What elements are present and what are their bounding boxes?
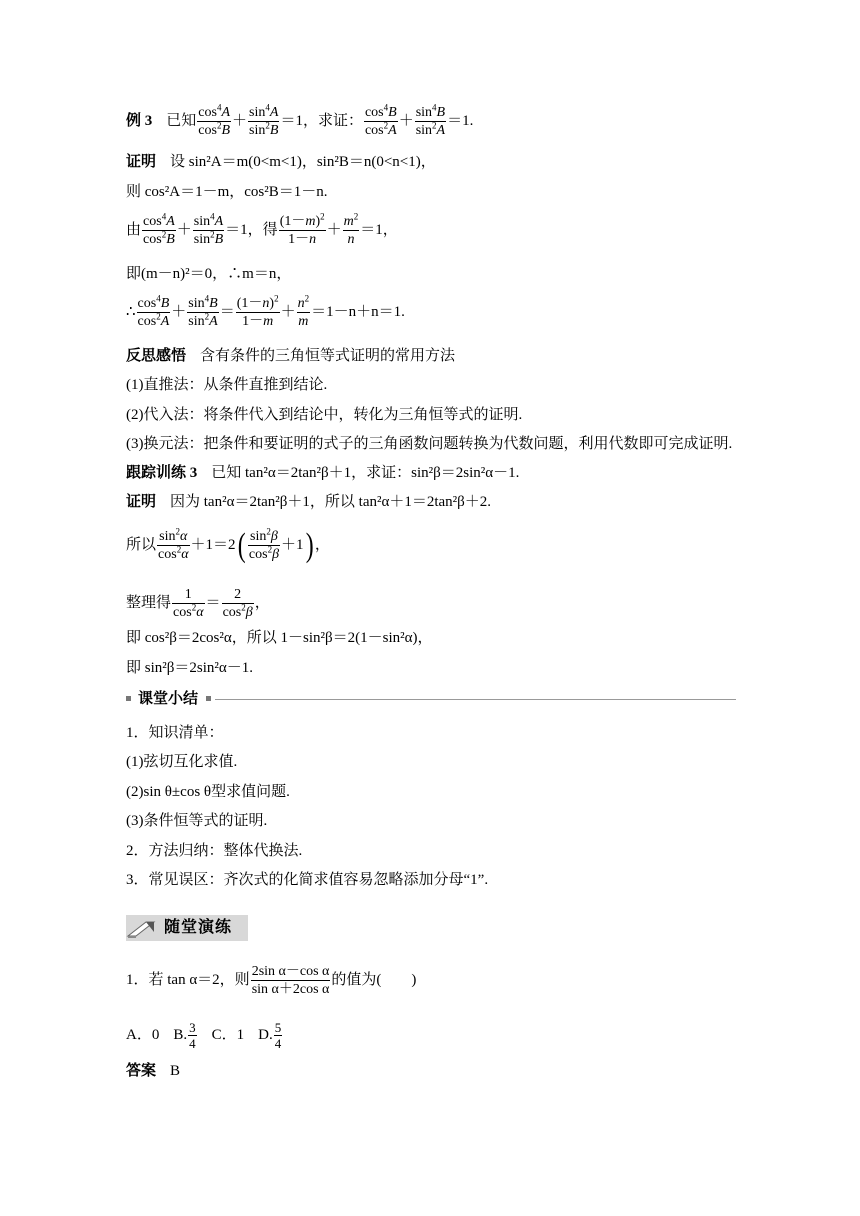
fraction: $\frac{\cos^4A}{\cos^2B}$ bbox=[143, 211, 175, 247]
proof-2-label: 证明 bbox=[126, 494, 157, 510]
proof-1-line-4: 即(m－n)²＝0，∴m＝n， bbox=[126, 266, 292, 282]
fraction: $\frac{1}{\cos^2\alpha}$ bbox=[173, 587, 204, 620]
practice-title: 随堂演练 bbox=[164, 919, 233, 936]
proof-2-line-2-prefix: 所以 bbox=[126, 536, 157, 553]
fraction: $\frac{(1-n)^2}{1-m}$ bbox=[236, 293, 279, 329]
summary-line: 3．常见误区：齐次式的化简求值容易忽略添加分母“1”. bbox=[126, 872, 489, 888]
option-d-label: D. bbox=[258, 1026, 273, 1043]
reflection-text: 含有条件的三角恒等式证明的常用方法 bbox=[200, 348, 456, 364]
left-paren: ( bbox=[237, 526, 246, 564]
proof-2-line-1 bbox=[126, 492, 800, 512]
proof-2-text: 因为 tan²α＝2tan²β＋1，所以 tan²α＋1＝2tan²β＋2. bbox=[170, 494, 492, 510]
option-a: A．0 bbox=[126, 1026, 160, 1043]
reflection-item: (1)直推法：从条件直推到结论. bbox=[126, 377, 328, 393]
summary-line: (2)sin θ±cos θ型求值问题. bbox=[126, 784, 290, 800]
summary-line: 1．知识清单： bbox=[126, 725, 224, 741]
answer-line bbox=[126, 1061, 800, 1081]
option-c: C．1 bbox=[211, 1026, 245, 1043]
answer-value: B bbox=[170, 1063, 181, 1079]
book-corner-icon bbox=[126, 918, 156, 938]
training-3-text: 已知 tan²α＝2tan²β＋1，求证：sin²β＝2sin²α－1. bbox=[211, 465, 520, 481]
fraction: $\frac{\sin^2\beta}{\cos^2\beta}$ bbox=[248, 526, 280, 562]
proof-1-line-1 bbox=[126, 152, 800, 172]
question-1-line bbox=[126, 963, 800, 998]
reflection-item: (2)代入法：将条件代入到结论中，转化为三角恒等式的证明. bbox=[126, 407, 523, 423]
option-b-label: B. bbox=[173, 1026, 188, 1043]
proof-1-line-2: 则 cos²A＝1－m，cos²B＝1－n. bbox=[126, 184, 328, 200]
square-bullet-icon bbox=[126, 696, 131, 701]
proof-2-line-5: 即 sin²β＝2sin²α－1. bbox=[126, 660, 253, 676]
reflection-line bbox=[126, 346, 800, 366]
fraction: $\frac{5}{4}$ bbox=[274, 1020, 282, 1051]
proof-1-line-5-prefix: ∴ bbox=[126, 303, 136, 320]
right-paren: ) bbox=[305, 526, 314, 564]
practice-section-banner bbox=[126, 915, 248, 941]
fraction: $\frac{\sin^4B}{\sin^2A}$ bbox=[188, 293, 218, 329]
summary-line: (3)条件恒等式的证明. bbox=[126, 813, 268, 829]
section-divider bbox=[215, 699, 736, 700]
question-1-suffix: 的值为( ) bbox=[331, 971, 417, 988]
fraction: $\frac{n^2}{m}$ bbox=[297, 293, 310, 329]
fraction bbox=[251, 963, 331, 998]
summary-title: 课堂小结 bbox=[138, 690, 199, 707]
example-3-label: 例 3 bbox=[126, 112, 153, 129]
proof-1-label: 证明 bbox=[126, 154, 157, 170]
fraction: $\frac{3}{4}$ bbox=[189, 1020, 196, 1051]
proof-2-line-2: 所以 $\frac{\sin^2\alpha}{\cos^2\alpha}$ ＋1＝2( $\frac{\sin^2\beta}{\cos^2\beta}$ ＋1) ， bbox=[126, 526, 330, 564]
proof-1-line-5-suffix: ＝1－n＋n＝1. bbox=[311, 303, 405, 320]
question-1-denominator: sin α＋2cos α bbox=[251, 982, 330, 997]
fraction: $\frac{\sin^2\alpha}{\cos^2\alpha}$ bbox=[158, 526, 189, 562]
proof-1-line-5: ∴ $\frac{\cos^4B}{\cos^2A}$ ＋ $\frac{\sin^4B}{\sin^2A}$ ＝ $\frac{(1-n)^2}{1-m}$ ＋ $\frac{n^2}{m}$ ＝1－n＋n＝1. bbox=[126, 293, 405, 329]
proof-1-line-3-mid: ＝1，得 bbox=[225, 221, 278, 238]
example-3-line: 例 3 已知 $\frac{\cos^4A}{\cos^2B}$ ＋ $\frac{\sin^4A}{\sin^2B}$ ＝1，求证： $\frac{\cos^4B}{\cos^2A}$ ＋ $\frac{\sin^4B}{\sin^2A}$ ＝1. bbox=[126, 102, 474, 138]
fraction: $\frac{\sin^4A}{\sin^2B}$ bbox=[193, 211, 224, 247]
fraction: $\frac{\cos^4B}{\cos^2A}$ bbox=[364, 102, 397, 138]
question-1-prefix: 1．若 tan α＝2，则 bbox=[126, 971, 250, 988]
fraction: $\frac{m^2}{n}$ bbox=[343, 211, 359, 247]
example-3-prove-suffix: ＝1. bbox=[447, 112, 474, 129]
proof-1-line-3-prefix: 由 bbox=[126, 221, 142, 238]
fraction: $\frac{\sin^4B}{\sin^2A}$ bbox=[415, 102, 446, 138]
proof-2-line-2-mid: ＋1＝2 bbox=[190, 536, 236, 553]
reflection-item: (3)换元法：把条件和要证明的式子的三角函数问题转换为代数问题，利用代数即可完成证明. bbox=[126, 436, 733, 452]
fraction: $\frac{\sin^4A}{\sin^2B}$ bbox=[249, 102, 279, 138]
fraction: $\frac{\cos^4B}{\cos^2A}$ bbox=[137, 293, 170, 329]
example-3-given-suffix: ＝1，求证： bbox=[280, 112, 363, 129]
example-3-given-prefix: 已知 bbox=[166, 112, 197, 129]
summary-section-header bbox=[126, 689, 736, 709]
proof-2-line-4: 即 cos²β＝2cos²α，所以 1－sin²β＝2(1－sin²α)， bbox=[126, 630, 433, 646]
training-3-line bbox=[126, 463, 800, 483]
question-1-numerator: 2sin α－cos α bbox=[251, 964, 330, 979]
proof-2-line-3: 整理得 $\frac{1}{\cos^2\alpha}$ ＝ $\frac{2}{\cos^2\beta}$ ， bbox=[126, 587, 270, 620]
fraction: $\frac{2}{\cos^2\beta}$ bbox=[222, 587, 253, 620]
proof-1-line-3-suffix: ＝1， bbox=[360, 221, 398, 238]
summary-line: (1)弦切互化求值. bbox=[126, 754, 238, 770]
proof-2-line-3-prefix: 整理得 bbox=[126, 594, 172, 611]
answer-label: 答案 bbox=[126, 1063, 157, 1079]
fraction: $\frac{\cos^4A}{\cos^2B}$ bbox=[198, 102, 231, 138]
question-1-options bbox=[126, 1020, 800, 1051]
proof-1-line-3: 由 $\frac{\cos^4A}{\cos^2B}$ ＋ $\frac{\sin^4A}{\sin^2B}$ ＝1，得 $\frac{(1-m)^2}{1-n}$ ＋ $\frac{m^2}{n}$ ＝1， bbox=[126, 211, 398, 247]
proof-1-text: 设 sin²A＝m(0<m<1)，sin²B＝n(0<n<1)， bbox=[170, 154, 436, 170]
square-bullet-icon bbox=[206, 696, 211, 701]
training-3-label: 跟踪训练 3 bbox=[126, 465, 198, 481]
fraction: $\frac{(1-m)^2}{1-n}$ bbox=[279, 211, 325, 247]
reflection-label: 反思感悟 bbox=[126, 348, 187, 364]
summary-line: 2．方法归纳：整体代换法. bbox=[126, 843, 303, 859]
